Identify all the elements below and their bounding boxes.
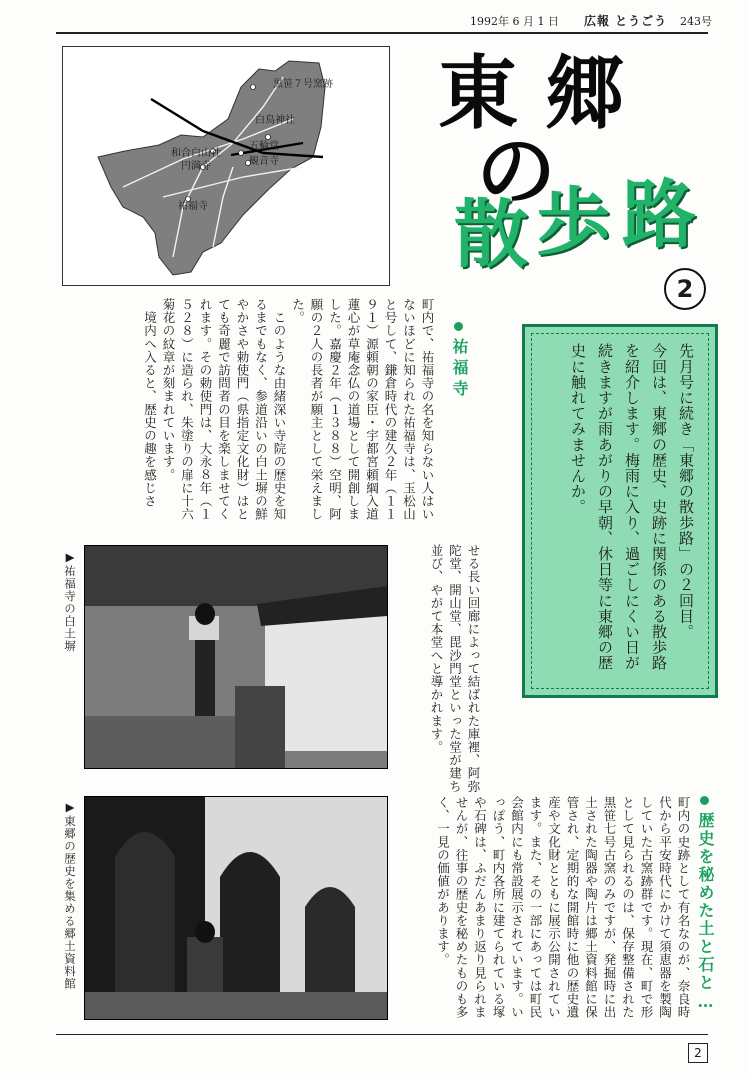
- section-heading-yufukuji: 祐福寺: [450, 338, 469, 401]
- title-sub-3: 路: [622, 172, 696, 258]
- map-label-wagoshira: 和合白山社: [171, 148, 221, 159]
- map-label-gorindo: 五輪堂: [249, 141, 279, 152]
- heading-bullet: [454, 322, 463, 331]
- section-heading-history: 歴史を秘めた土と石と…: [696, 812, 715, 1013]
- history-text: 町内の史跡として有名なのが、奈良時代から平安時代にかけて須恵器を製陶していた古窯跡群です。現在、町で形として見られるのは、保存整備された黒笹七号古窯のみですが、発掘時に出土された陶器や陶片は郷土資料館に保管され、定期的な開館時に他の歴史遺産や文化財とともに展示公開されています。また、その一部にあっては町民会館内にも常設展示されています。いっぽう、町内各所に建てられている塚や石碑は、ふだんあまり返り見られませんが、往事の歴史を秘めたものも多く、一見の価値があります。: [435, 796, 691, 1019]
- yufukuji-text-1: 町内で、祐福寺の名を知らない人はいないほどに知られた祐福寺は、玉松山と号して、鎌倉時代の建久２年（１１９１）源頼朝の家臣・宇都宮頼綱入道蓮心が草庵念仏の道場として開創しました。嘉慶２年（１３８８）空明、阿願の２人の長者が願主として栄えました。 このような由緒深い寺院の歴史を知るまでもなく、参道沿いの白土塀の鮮やかさや勅使門（県指定文化財）はとても奇麗で訪問者の目を楽しませてくれます。その勅使門は、大永８年（１５２８）に造られ、朱塗りの扉に十六菊花の紋章が刻まれています。 境内へ入ると、歴史の趣を感じさ: [142, 298, 435, 521]
- photo-museum-graphic: [85, 797, 387, 1019]
- heading-bullet-2: [700, 796, 709, 805]
- area-map: [62, 46, 390, 286]
- page-number: 2: [688, 1043, 708, 1063]
- title-sub-1: 散: [454, 192, 528, 278]
- issue-date: 1992年 6 月 1 日: [470, 15, 559, 28]
- photo-museum: [84, 796, 388, 1020]
- magazine-title: 広報 とうごう: [584, 14, 668, 28]
- title-particle: の: [476, 125, 556, 218]
- title-sub-2: 歩: [536, 180, 610, 266]
- caption-photo-2: ▶東郷の歴史を集める郷土資料館: [63, 800, 77, 990]
- title-char-2: 郷: [545, 47, 625, 140]
- intro-text: 先月号に続き「東郷の散歩路」の２回目。 今回は、東郷の歴史、史跡に関係のある散歩路を紹介します。梅雨に入り、過ごしにくい日が続きますが雨あがりの早朝、休日等に東郷の歴史に触れてみませんか。: [569, 343, 695, 671]
- issue-number: 243号: [680, 15, 712, 28]
- series-number: 2: [664, 268, 706, 310]
- caption-photo-1: ▶祐福寺の白土塀: [63, 550, 77, 653]
- photo-yufukuji-graphic: [85, 546, 387, 768]
- map-label-yufukuji: 祐福寺: [178, 201, 208, 212]
- yufukuji-text-2: せる長い回廊によって結ばれた庫裡、阿弥陀堂、開山堂、毘沙門堂といった堂が建ち並び、やがて本堂へと導かれます。: [429, 544, 481, 793]
- town-boundary: [98, 61, 325, 275]
- photo-yufukuji-wall: [84, 545, 388, 769]
- map-label-enmanji: 円満寺: [181, 161, 211, 172]
- map-label-shirotori: 白鳥神社: [255, 115, 295, 126]
- intro-box: [522, 324, 718, 698]
- map-graphic: [63, 47, 389, 285]
- title-char-1: 東: [438, 47, 518, 140]
- footer-rule: [56, 1034, 708, 1035]
- header-rule: [56, 32, 708, 34]
- map-label-kurozasa: 黒笹７号窯跡: [273, 79, 333, 90]
- map-label-kannonji: 観音寺: [249, 156, 279, 167]
